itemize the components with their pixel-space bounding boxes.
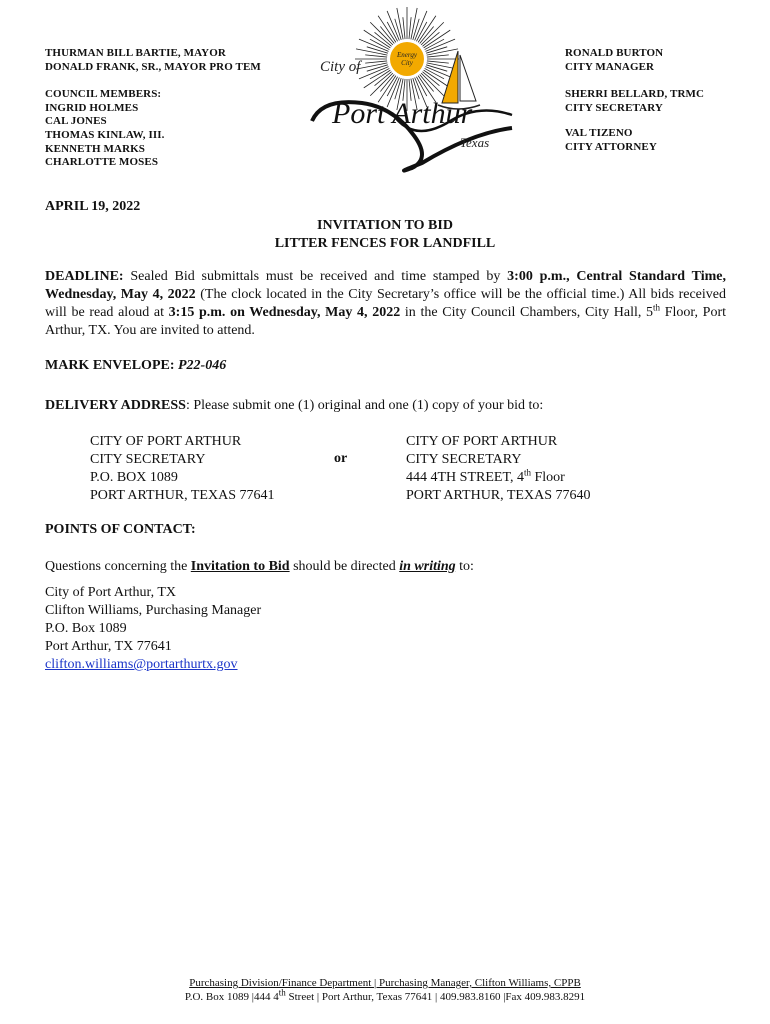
- address-line: PORT ARTHUR, TEXAS 77641: [90, 488, 275, 503]
- logo-badge-line1: Energy: [397, 51, 417, 59]
- address-line: 444 4TH STREET, 4th Floor: [406, 467, 565, 485]
- logo-state: Texas: [460, 135, 490, 150]
- council-member: INGRID HOLMES: [45, 101, 139, 114]
- mayor-pro-tem-name: DONALD FRANK, SR., MAYOR PRO TEM: [45, 60, 261, 73]
- contact-line: Clifton Williams, Purchasing Manager: [45, 603, 262, 618]
- address-line: CITY SECRETARY: [406, 452, 522, 467]
- address-line: CITY OF PORT ARTHUR: [406, 434, 558, 449]
- document-date: APRIL 19, 2022: [45, 199, 141, 214]
- questions-line: Questions concerning the Invitation to Bid should be directed in writing to:: [45, 559, 474, 574]
- city-secretary-title: CITY SECRETARY: [565, 101, 663, 114]
- city-attorney-name: VAL TIZENO: [565, 127, 633, 140]
- points-of-contact-heading: POINTS OF CONTACT:: [45, 522, 196, 537]
- deadline-text-2: (The clock located in the City Secretary’s office will be the official time.) All bids received will be read aloud at: [45, 287, 727, 320]
- contact-line: City of Port Arthur, TX: [45, 585, 177, 600]
- page-title: INVITATION TO BID: [317, 218, 453, 233]
- deadline-text-1: Sealed Bid submittals must be received and time stamped by: [123, 269, 508, 284]
- address-line: P.O. BOX 1089: [90, 470, 178, 485]
- document-titles: [0, 217, 770, 253]
- contact-line: P.O. Box 1089: [45, 621, 127, 636]
- mark-envelope: [45, 358, 226, 374]
- mailing-address-po-box: [90, 433, 275, 505]
- mayor-name: THURMAN BILL BARTIE, MAYOR: [45, 47, 226, 59]
- delivery-label: DELIVERY ADDRESS: [45, 398, 186, 413]
- logo-city-of: City of: [320, 59, 361, 75]
- mark-envelope-value: P22-046: [178, 358, 227, 373]
- right-header: [565, 47, 704, 155]
- city-secretary-name: SHERRI BELLARD, TRMC: [565, 88, 705, 101]
- footer-line-2: P.O. Box 1089 |444 4th Street | Port Arthur, Texas 77641 | 409.983.8160 |Fax 409.983.8291: [184, 987, 586, 1003]
- council-member: CAL JONES: [45, 115, 107, 128]
- footer-line-1: Purchasing Division/Finance Department | Purchasing Manager, Clifton Williams, CPPB: [189, 977, 581, 989]
- logo-badge-line2: City: [401, 59, 413, 67]
- left-header: [45, 47, 261, 170]
- council-member: KENNETH MARKS: [45, 142, 146, 155]
- city-manager-title: CITY MANAGER: [565, 60, 655, 73]
- council-member: CHARLOTTE MOSES: [45, 156, 159, 169]
- contact-block: [45, 584, 261, 674]
- address-line: CITY OF PORT ARTHUR: [90, 434, 242, 449]
- page-subtitle: LITTER FENCES FOR LANDFILL: [274, 236, 496, 251]
- invitation-to-bid-emphasis: Invitation to Bid: [190, 559, 290, 574]
- page-footer: [0, 976, 770, 1004]
- deadline-time-1: 3:00 p.m., Central Standard Time, Wednesday, May 4, 2022: [45, 269, 726, 302]
- delivery-text: : Please submit one (1) original and one (1) copy of your bid to:: [185, 398, 544, 413]
- city-manager-name: RONALD BURTON: [565, 47, 664, 59]
- address-or: or: [334, 451, 348, 466]
- deadline-paragraph: [45, 268, 726, 340]
- contact-email-link[interactable]: clifton.williams@portarthurtx.gov: [45, 657, 238, 672]
- deadline-text-3: in the City Council Chambers, City Hall, 5: [400, 305, 654, 320]
- in-writing-emphasis: in writing: [399, 559, 456, 574]
- address-line: CITY SECRETARY: [90, 452, 206, 467]
- council-member: THOMAS KINLAW, III.: [45, 128, 165, 141]
- ordinal-suffix: th: [653, 302, 661, 313]
- delivery-address: [45, 398, 543, 414]
- logo-city-name: Port Arthur: [332, 97, 473, 130]
- city-logo: [272, 3, 542, 193]
- address-line: PORT ARTHUR, TEXAS 77640: [406, 488, 591, 503]
- city-attorney-title: CITY ATTORNEY: [565, 140, 657, 153]
- mark-envelope-label: MARK ENVELOPE:: [45, 358, 178, 373]
- deadline-text-4: Floor, Port Arthur, TX. You are invited to attend.: [45, 305, 727, 338]
- deadline-time-2: 3:15 p.m. on Wednesday, May 4, 2022: [168, 305, 401, 320]
- contact-line: Port Arthur, TX 77641: [45, 639, 172, 654]
- deadline-label: DEADLINE:: [45, 269, 124, 284]
- council-heading: COUNCIL MEMBERS:: [45, 88, 162, 101]
- mailing-address-street: [406, 433, 591, 505]
